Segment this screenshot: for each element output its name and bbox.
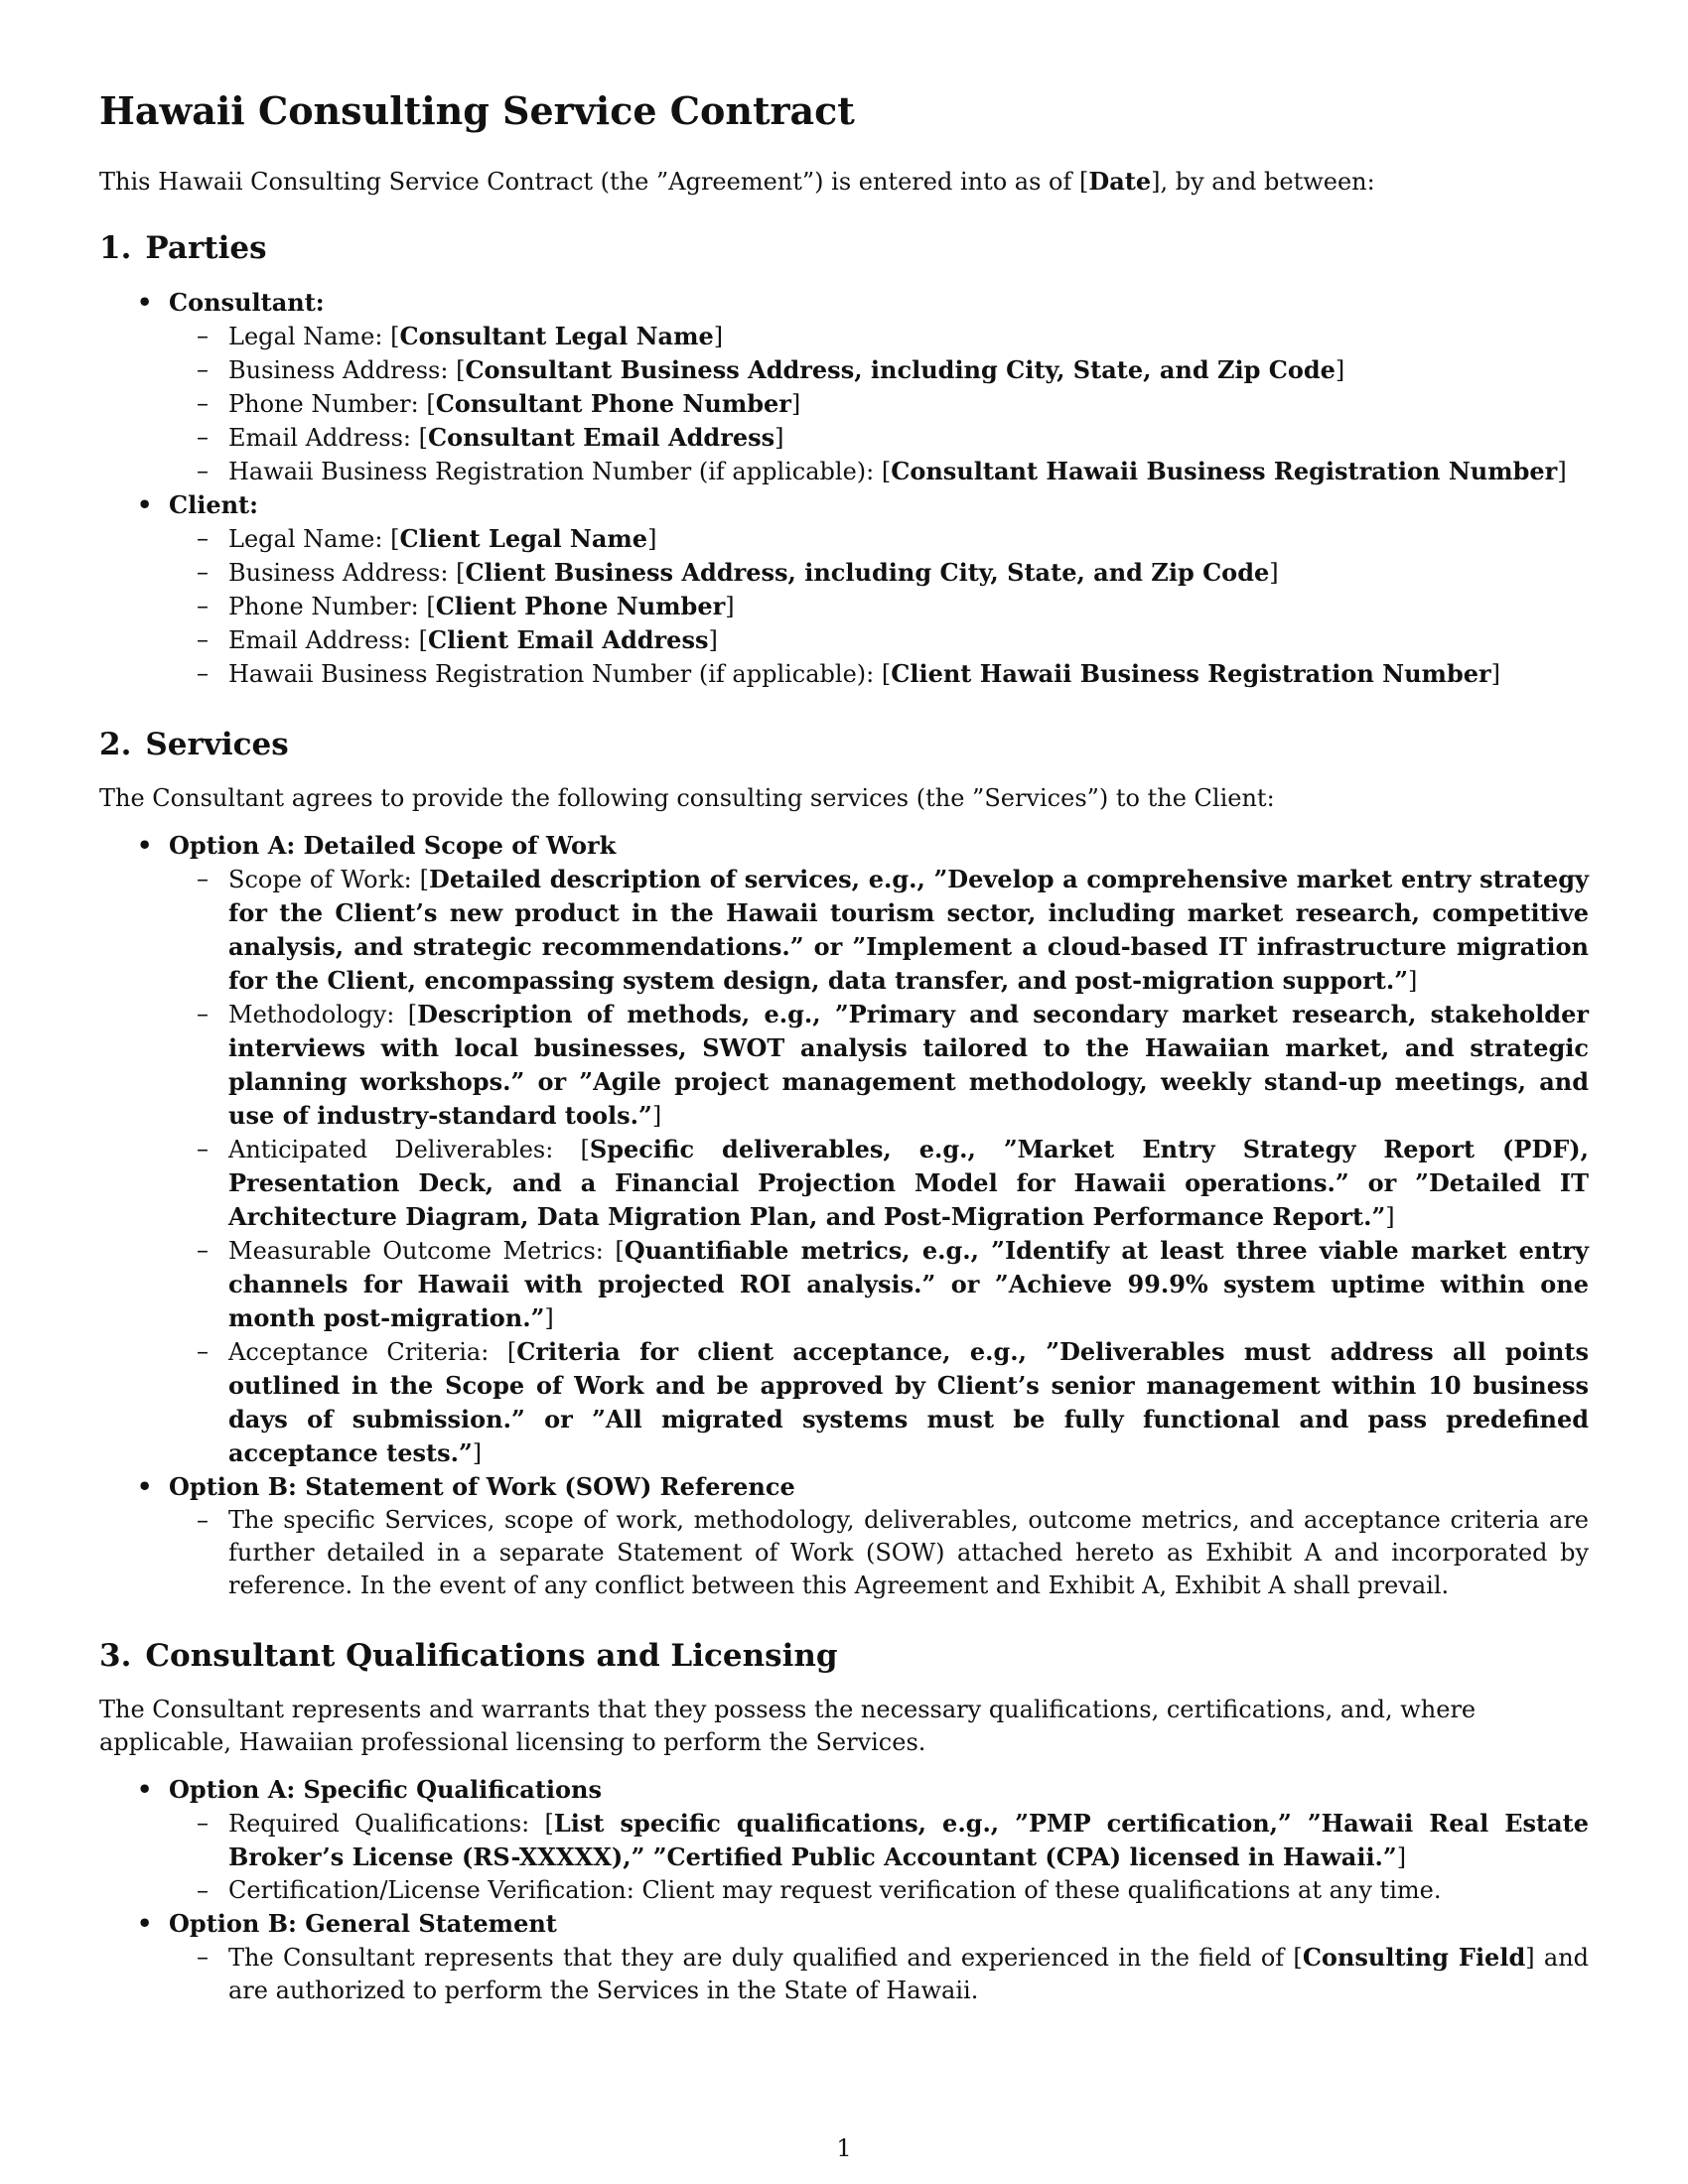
- bullet-icon: •: [137, 1909, 153, 1938]
- document-page: [99, 87, 1589, 2041]
- dash-icon: –: [197, 625, 209, 653]
- list-item: [169, 1807, 1589, 1874]
- field-label: Anticipated Deliverables: [: [228, 1136, 590, 1163]
- option-b-details: [169, 1941, 1589, 2007]
- consultant-details: [169, 320, 1589, 488]
- list-item: [169, 421, 1589, 455]
- qualifications-intro: The Consultant represents and warrants that they possess the necessary qualifications, certifications, and, where applicable, Hawaiian professional licensing to perform the Services.: [99, 1696, 1477, 1756]
- section-parties: [99, 228, 1589, 691]
- field-placeholder: Consultant Email Address: [428, 423, 775, 452]
- intro-paragraph: [99, 165, 1589, 199]
- field-placeholder: Client Hawaii Business Registration Number: [891, 659, 1491, 688]
- field-label: Hawaii Business Registration Number (if applicable): [: [228, 660, 892, 688]
- field-label: Legal Name: [: [228, 525, 400, 553]
- field-close: ]: [790, 390, 801, 418]
- verification-text: Certification/License Verification: Client may request verification of these qualifications at any time.: [228, 1876, 1442, 1904]
- field-placeholder: Specific deliverables, e.g., ”Market Entry Strategy Report (PDF), Presentation Deck, and a Financial Projection Model for Hawaii operations.” or ”Detailed IT Architecture Diagram, Data Migration Plan, and Post-Migration Performance Report.”: [228, 1135, 1590, 1231]
- dash-icon: –: [197, 865, 209, 892]
- field-placeholder: Client Phone Number: [435, 592, 726, 620]
- field-close: ]: [725, 593, 735, 620]
- list-item: [169, 1133, 1589, 1234]
- field-label: Required Qualifications: [: [228, 1810, 554, 1838]
- client-details: [169, 522, 1589, 691]
- field-placeholder: Client Legal Name: [399, 524, 648, 553]
- field-placeholder: Consultant Legal Name: [399, 322, 714, 350]
- option-b-details: [169, 1504, 1589, 1602]
- field-close: ]: [1269, 559, 1279, 587]
- list-item: [169, 387, 1589, 421]
- section-heading-services: [99, 725, 1589, 764]
- list-item: [169, 657, 1589, 691]
- option-a-details: [169, 863, 1589, 1470]
- list-item: [169, 1234, 1589, 1335]
- section-heading-qualifications: [99, 1636, 1589, 1676]
- document-title: Hawaii Consulting Service Contract: [99, 88, 855, 133]
- field-placeholder: Criteria for client acceptance, e.g., ”Deliverables must address all points outlined in the Scope of Work and be approved by Client’s senior management within 10 business days of submission.” or ”All migrated systems must be fully functional and pass predefined acceptance tests.”: [228, 1337, 1589, 1467]
- section-title: Parties: [145, 230, 267, 266]
- qualifications-options-list: [99, 1773, 1589, 2007]
- field-label: Email Address: [: [228, 626, 429, 654]
- field-label: Acceptance Criteria: [: [228, 1338, 517, 1366]
- field-placeholder: Client Email Address: [428, 625, 709, 654]
- list-item: [169, 623, 1589, 657]
- option-b-label: Option B: General Statement: [169, 1909, 557, 1938]
- field-label: Phone Number: [: [228, 593, 436, 620]
- field-label: Phone Number: [: [228, 390, 436, 418]
- list-item: [169, 863, 1589, 998]
- list-item: [169, 455, 1589, 488]
- field-label: Measurable Outcome Metrics: [: [228, 1237, 625, 1265]
- dash-icon: –: [197, 355, 209, 383]
- dash-icon: –: [197, 1337, 209, 1365]
- field-close: ]: [1557, 458, 1567, 485]
- field-label: Legal Name: [: [228, 323, 400, 350]
- field-label: Hawaii Business Registration Number (if applicable): [: [228, 458, 892, 485]
- dash-icon: –: [197, 592, 209, 619]
- field-close: ]: [647, 525, 657, 553]
- field-close: ]: [1408, 967, 1418, 995]
- field-placeholder: Consultant Hawaii Business Registration Number: [891, 457, 1558, 485]
- field-label: Email Address: [: [228, 424, 429, 452]
- option-b-label: Option B: Statement of Work (SOW) Reference: [169, 1472, 795, 1501]
- dash-icon: –: [197, 524, 209, 552]
- statement-text-before: The Consultant represents that they are duly qualified and experienced in the field of [: [228, 1944, 1303, 1972]
- list-item: [169, 522, 1589, 556]
- field-placeholder: Quantifiable metrics, e.g., ”Identify at least three viable market entry channels for Hawaii with projected ROI analysis.” or ”Achieve 99.9% system uptime within one month post-migration.”: [228, 1236, 1589, 1332]
- section-title: Services: [145, 727, 289, 762]
- list-item-option-a: [99, 1773, 1589, 1907]
- intro-text-before: This Hawaii Consulting Service Contract (the ”Agreement”) is entered into as of [: [99, 168, 1089, 196]
- dash-icon: –: [197, 1000, 209, 1027]
- section-title: Consultant Qualifications and Licensing: [145, 1638, 838, 1674]
- option-a-label: Option A: Detailed Scope of Work: [169, 831, 617, 860]
- list-item: [169, 590, 1589, 623]
- sow-reference-text: The specific Services, scope of work, methodology, deliverables, outcome metrics, and acceptance criteria are further detailed in a separate Statement of Work (SOW) attached hereto as Exhibit A and incorporated by reference. In the event of any conflict between this Agreement and Exhibit A, Exhibit A shall prevail.: [228, 1506, 1589, 1599]
- parties-list: [99, 286, 1589, 691]
- consulting-field-placeholder: Consulting Field: [1302, 1943, 1526, 1972]
- services-options-list: [99, 829, 1589, 1602]
- intro-text-after: ], by and between:: [1151, 168, 1375, 196]
- bullet-icon: •: [137, 1775, 153, 1804]
- consultant-label: Consultant:: [169, 288, 325, 317]
- services-intro: The Consultant agrees to provide the following consulting services (the ”Services”) to the Client:: [99, 784, 1275, 812]
- section-number: 3.: [99, 1638, 132, 1674]
- field-close: ]: [544, 1304, 554, 1332]
- field-placeholder: Consultant Phone Number: [435, 389, 791, 418]
- list-item-option-a: [99, 829, 1589, 1470]
- list-item: [169, 998, 1589, 1133]
- field-label: Scope of Work: [: [228, 866, 430, 893]
- field-close: ]: [713, 323, 724, 350]
- section-number: 2.: [99, 727, 132, 762]
- section-services: [99, 725, 1589, 1602]
- page-number: 1: [836, 2134, 852, 2162]
- field-close: ]: [1385, 1203, 1395, 1231]
- dash-icon: –: [197, 1135, 209, 1162]
- dash-icon: –: [197, 558, 209, 586]
- field-close: ]: [1490, 660, 1501, 688]
- intro-date-placeholder: Date: [1088, 167, 1152, 196]
- client-label: Client:: [169, 490, 258, 519]
- bullet-icon: •: [137, 490, 153, 519]
- dash-icon: –: [197, 1943, 209, 1971]
- section-heading-parties: [99, 228, 1589, 268]
- list-item-option-b: [99, 1907, 1589, 2007]
- list-item: [169, 1335, 1589, 1470]
- dash-icon: –: [197, 389, 209, 417]
- dash-icon: –: [197, 457, 209, 484]
- field-label: Business Address: [: [228, 356, 466, 384]
- dash-icon: –: [197, 659, 209, 687]
- list-item-client: [99, 488, 1589, 691]
- list-item: [169, 1941, 1589, 2007]
- option-a-label: Option A: Specific Qualifications: [169, 1775, 602, 1804]
- field-placeholder: Description of methods, e.g., ”Primary and secondary market research, stakeholder interviews with local businesses, SWOT analysis tailored to the Hawaiian market, and strategic planning workshops.” or ”Agile project management methodology, weekly stand-up meetings, and use of industry-standard tools.”: [228, 1000, 1589, 1130]
- list-item-consultant: [99, 286, 1589, 488]
- statement-text-after: ] and are authorized to perform the Services in the State of Hawaii.: [228, 1944, 1590, 2004]
- dash-icon: –: [197, 423, 209, 451]
- field-placeholder: Detailed description of services, e.g., ”Develop a comprehensive market entry strategy for the Client’s new product in the Hawaii tourism sector, including market research, competitive analysis, and strategic recommendations.” or ”Implement a cloud-based IT infrastructure migration for the Client, encompassing system design, data transfer, and post-migration support.”: [228, 865, 1590, 995]
- section-qualifications: [99, 1636, 1589, 2007]
- dash-icon: –: [197, 1506, 209, 1534]
- field-close: ]: [651, 1102, 662, 1130]
- field-close: ]: [1335, 356, 1345, 384]
- bullet-icon: •: [137, 831, 153, 860]
- list-item: [169, 1504, 1589, 1602]
- list-item: [169, 1874, 1589, 1907]
- option-a-details: [169, 1807, 1589, 1907]
- field-close: ]: [774, 424, 784, 452]
- list-item: [169, 320, 1589, 353]
- section-number: 1.: [99, 230, 132, 266]
- dash-icon: –: [197, 322, 209, 349]
- bullet-icon: •: [137, 1472, 153, 1501]
- list-item: [169, 556, 1589, 590]
- field-placeholder: Client Business Address, including City, State, and Zip Code: [465, 558, 1270, 587]
- field-close: ]: [708, 626, 718, 654]
- list-item-option-b: [99, 1470, 1589, 1602]
- field-placeholder: List specific qualifications, e.g., ”PMP certification,” ”Hawaii Real Estate Broker’s License (RS-XXXXX),” ”Certified Public Accountant (CPA) licensed in Hawaii.”: [228, 1809, 1589, 1871]
- field-placeholder: Consultant Business Address, including City, State, and Zip Code: [465, 355, 1336, 384]
- field-label: Methodology: [: [228, 1001, 418, 1028]
- bullet-icon: •: [137, 288, 153, 317]
- dash-icon: –: [197, 1236, 209, 1264]
- list-item: [169, 353, 1589, 387]
- dash-icon: –: [197, 1809, 209, 1837]
- field-close: ]: [472, 1439, 483, 1467]
- field-label: Business Address: [: [228, 559, 466, 587]
- field-close: ]: [1396, 1843, 1407, 1871]
- dash-icon: –: [197, 1876, 209, 1904]
